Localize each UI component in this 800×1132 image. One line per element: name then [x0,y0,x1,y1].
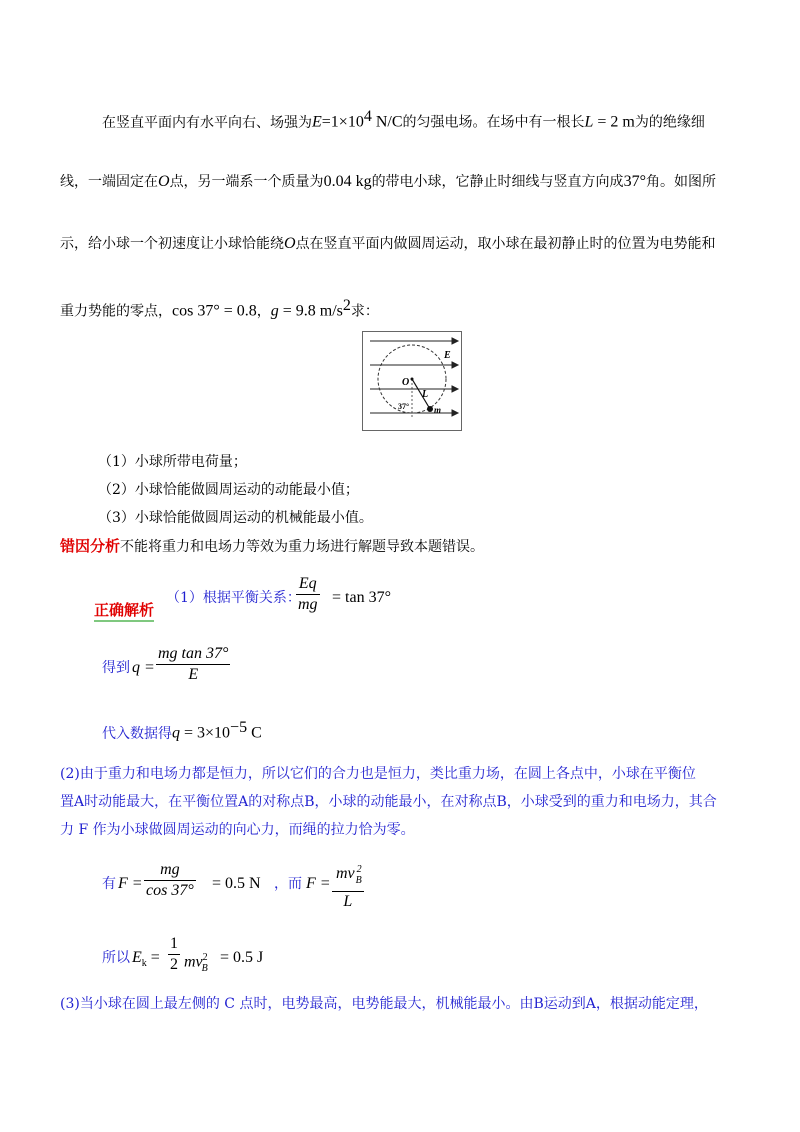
fraction-half: $\frac{1}{2}$ [170,935,178,973]
fraction-q: $\frac{\text{mg tan 37°}}{E}$ [158,645,229,683]
problem-line-4: 重力势能的零点，cos 37° = 0.8，g = 9.8 $m/s^2$求： [60,297,379,320]
error-analysis: 错因分析不能将重力和电场力等效为重力场进行解题导致本题错误。 [60,537,485,555]
label-O: O [402,377,410,388]
question-2: （2）小球恰能做圆周运动的动能最小值； [98,482,359,498]
label-E: E [444,350,451,361]
solution-step-2: 得到 q = $\frac{\text{mg tan 37°}}{E}$ [102,645,229,683]
kinetic-energy-equation: 所以 $E_k$ = $\frac{1}{2}$ $mv^2_B$ = 0.5 J [102,935,264,974]
error-tag: 错因分析 [60,537,121,555]
solution-para-2-line-3: 力 F 作为小球做圆周运动的向心力，而绳的拉力恰为零。 [60,822,415,838]
fraction-f2: $\frac{mv ^2_B}{L}$ [332,860,364,912]
problem-line-1: 在竖直平面内有水平向右、场强为$E=1\times 10^4$ N/C的匀强电场。在场中有一根长L = 2 m为的绝缘细 [102,108,705,131]
solution-para-2-line-2: 置A时动能最大，在平衡位置A的对称点B，小球的动能最小，在对称点B，小球受到的重力和电场力，其合 [60,794,717,810]
question-3: （3）小球恰能做圆周运动的机械能最小值。 [98,510,373,526]
solution-para-2-line-1: (2)由于重力和电场力都是恒力，所以它们的合力也是恒力，类比重力场，在圆上各点中，小球在平衡位 [60,766,696,782]
problem-line-2: 线，一端固定在O点，另一端系一个质量为0.04 kg的带电小球，它静止时细线与竖直方向成37°角。如图所 [60,173,716,190]
physics-figure [362,331,462,431]
solution-step-1: 正确解析 （1）根据平衡关系： $\frac{Eq}{mg}$ = tan 37° [60,580,740,636]
label-m: m [434,405,442,415]
force-equation: 有 F = $\frac{mg}{\cos 37^\circ}$ = 0.5 N ，而 F = $\frac{mv ^2_B}{L}$ [102,861,362,910]
label-angle: 37° [398,402,410,411]
fraction-f1: $\frac{mg}{\cos 37^\circ}$ [146,861,194,899]
fraction-eq-mg: $\frac{Eq}{mg}$ [298,575,318,613]
solution-step-3: 代入数据得$q = 3\times 10^{-5}$ C [102,719,262,742]
solution-tag: 正确解析 [94,600,154,622]
solution-para-3-line-1: (3)当小球在圆上最左侧的 C 点时，电势最高，电势能最大，机械能最小。由B运动到A，根据动能定理， [60,996,708,1012]
label-L: L [422,389,429,400]
problem-line-3: 示，给小球一个初速度让小球恰能绕O点在竖直平面内做圆周运动，取小球在最初静止时的位置为电势能和 [60,235,716,252]
question-1: （1）小球所带电荷量； [98,454,247,470]
